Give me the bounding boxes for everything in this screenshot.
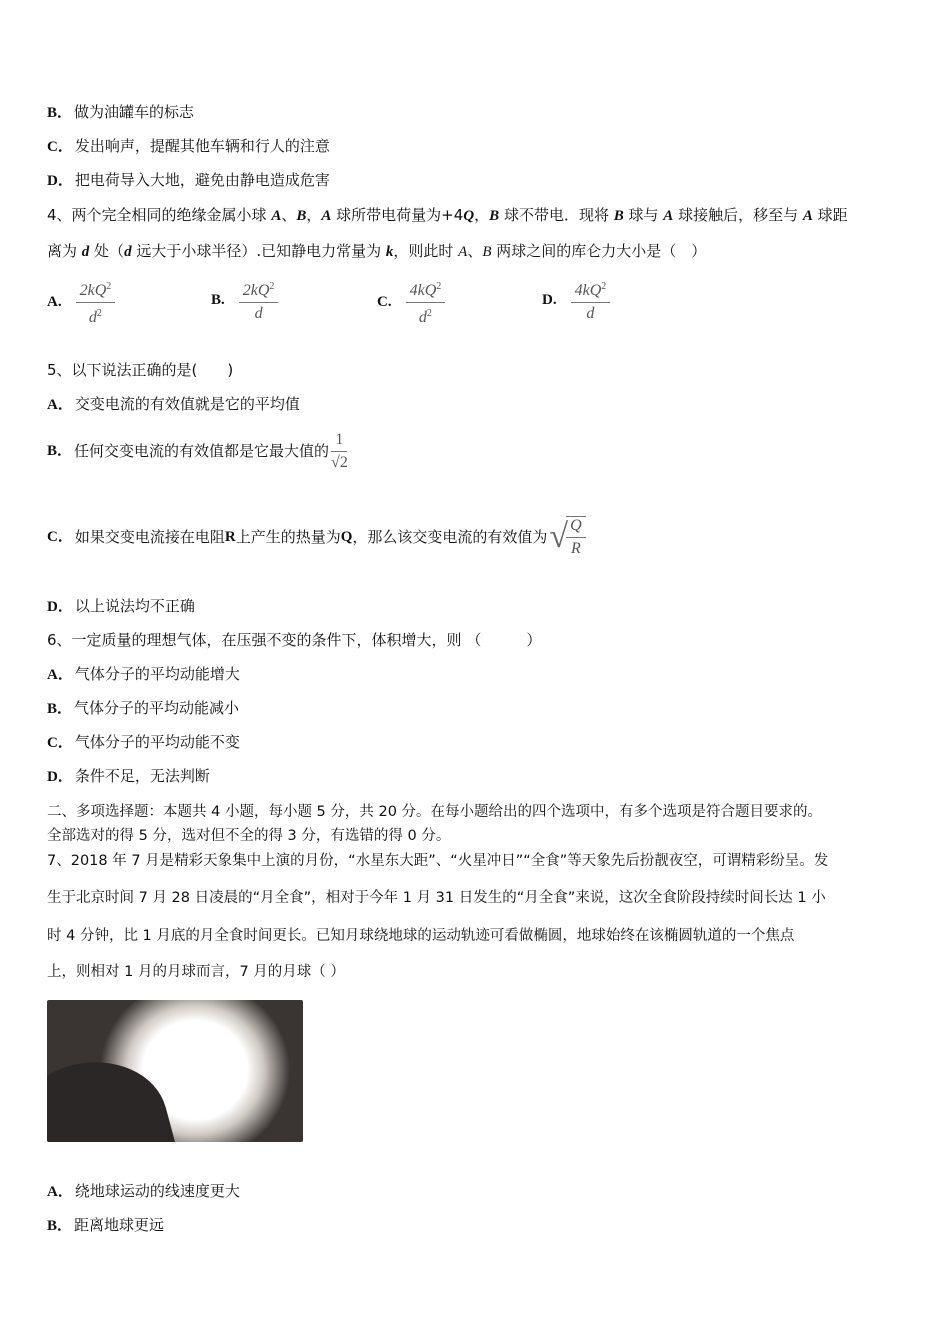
q6-option-a bbox=[47, 664, 240, 685]
exponent: 2 bbox=[426, 308, 432, 319]
var: R bbox=[224, 529, 236, 545]
exponent: 2 bbox=[436, 281, 442, 292]
q3-option-b bbox=[47, 102, 194, 123]
text: 远大于小球半径）.已知静电力常量为 bbox=[131, 242, 386, 260]
option-text: 做为油罐车的标志 bbox=[74, 103, 195, 121]
text: ，则此时 bbox=[393, 242, 459, 260]
fraction bbox=[571, 278, 611, 323]
option-text: 发出响声，提醒其他车辆和行人的注意 bbox=[74, 137, 330, 155]
question-stem: 5、以下说法正确的是( ) bbox=[47, 361, 234, 379]
option-text: 气体分子的平均动能增大 bbox=[74, 665, 240, 683]
option-label: B． bbox=[47, 1218, 73, 1234]
var: A bbox=[802, 208, 813, 224]
text: 两球之间的库仑力大小是（ ） bbox=[491, 242, 707, 260]
option-label: B. bbox=[211, 292, 225, 308]
option-text: 条件不足，无法判断 bbox=[74, 767, 210, 785]
text: 离为 bbox=[47, 242, 82, 260]
denominator: d bbox=[586, 305, 595, 322]
question-stem: 生于北京时间 7 月 28 日凌晨的“月全食”，相对于今年 1 月 31 日发生的“月全食”来说，这次全食阶段持续时间长达 1 小 bbox=[47, 890, 826, 906]
var: B bbox=[296, 208, 307, 224]
text: 球与 bbox=[623, 206, 664, 224]
var: A bbox=[663, 208, 674, 224]
numerator: 1 bbox=[331, 431, 347, 452]
var: A bbox=[271, 208, 282, 224]
section2-heading-line2 bbox=[47, 826, 450, 846]
option-text: 绕地球运动的线速度更大 bbox=[74, 1182, 240, 1200]
denominator: d bbox=[254, 305, 263, 322]
q4-option-d bbox=[542, 278, 610, 323]
denominator: √2 bbox=[331, 453, 348, 471]
question-stem: 时 4 分钟，比 1 月底的月全食时间更长。已知月球绕地球的运动轨迹可看做椭圆，地球始终在该椭圆轨道的一个焦点 bbox=[47, 928, 795, 944]
text: 球所带电荷量为+4 bbox=[331, 206, 464, 224]
option-label: A． bbox=[47, 667, 73, 683]
option-label: A． bbox=[47, 397, 73, 413]
section-heading: 二、多项选择题：本题共 4 小题，每小题 5 分，共 20 分。在每小题给出的四个选项中，有多个选项是符合题目要求的。 bbox=[47, 804, 823, 820]
question-stem: 6、一定质量的理想气体，在压强不变的条件下，体积增大，则 （ ） bbox=[47, 631, 542, 649]
option-text: 距离地球更远 bbox=[74, 1216, 165, 1234]
fraction bbox=[566, 516, 586, 558]
option-label: C． bbox=[47, 735, 73, 751]
exponent: 2 bbox=[96, 308, 102, 319]
q5-option-a bbox=[47, 394, 300, 415]
option-label: A. bbox=[47, 294, 62, 310]
var: Q bbox=[340, 529, 353, 545]
q7-stem-line4 bbox=[47, 962, 345, 982]
text: 处（ bbox=[89, 242, 125, 260]
var: B bbox=[489, 208, 500, 224]
q4-stem-line1 bbox=[47, 205, 848, 226]
exponent: 2 bbox=[106, 281, 112, 292]
option-text: 如果交变电流接在电阻 bbox=[74, 528, 225, 546]
numerator: 4kQ bbox=[409, 282, 437, 299]
var: B bbox=[613, 208, 624, 224]
var: A bbox=[321, 208, 332, 224]
var: B bbox=[482, 244, 492, 260]
q4-option-a bbox=[47, 278, 115, 327]
lunar-eclipse-image bbox=[47, 1000, 303, 1142]
text: 、 bbox=[281, 206, 297, 224]
section2-heading-line1 bbox=[47, 802, 822, 822]
sqrt-icon: √ bbox=[549, 518, 569, 555]
text: 球不带电．现将 bbox=[499, 206, 614, 224]
option-label: A． bbox=[47, 1184, 73, 1200]
q5-option-d bbox=[47, 596, 195, 617]
q4-option-b bbox=[211, 278, 278, 323]
denominator: d bbox=[418, 309, 427, 326]
question-stem: 7、2018 年 7 月是精彩天象集中上演的月份，“水星东大距”、“火星冲日”“全食”等天象先后扮靓夜空，可谓精彩纷呈。发 bbox=[47, 853, 829, 869]
exponent: 2 bbox=[601, 281, 607, 292]
q6-stem bbox=[47, 630, 541, 650]
text: 4、两个完全相同的绝缘金属小球 bbox=[47, 206, 272, 224]
option-text: 把电荷导入大地，避免由静电造成危害 bbox=[74, 171, 330, 189]
option-label: D. bbox=[542, 292, 557, 308]
q5-option-b bbox=[47, 428, 348, 474]
numerator: 4kQ bbox=[574, 282, 602, 299]
q4-option-c bbox=[377, 278, 445, 327]
q7-stem-line1 bbox=[47, 851, 828, 871]
q7-stem-line2 bbox=[47, 888, 826, 908]
fraction bbox=[406, 278, 446, 327]
option-text: ，那么该交变电流的有效值为 bbox=[352, 528, 548, 546]
option-label: C. bbox=[377, 294, 392, 310]
q3-option-c bbox=[47, 136, 330, 157]
option-text: 气体分子的平均动能减小 bbox=[74, 699, 240, 717]
var: k bbox=[385, 244, 394, 260]
q4-stem-line2 bbox=[47, 241, 706, 262]
option-label: D． bbox=[47, 599, 73, 615]
q6-option-c bbox=[47, 732, 240, 753]
section-heading: 全部选对的得 5 分，选对但不全的得 3 分，有选错的得 0 分。 bbox=[47, 828, 451, 844]
option-label: C． bbox=[47, 529, 73, 545]
text: ， bbox=[474, 206, 490, 224]
q3-option-d bbox=[47, 170, 330, 191]
text: ， bbox=[306, 206, 322, 224]
fraction bbox=[331, 431, 348, 472]
numerator: Q bbox=[566, 517, 586, 538]
fraction bbox=[76, 278, 116, 327]
text: 球接触后，移至与 bbox=[673, 206, 803, 224]
earth-shadow bbox=[47, 1045, 180, 1142]
option-label: D． bbox=[47, 173, 73, 189]
var: d bbox=[81, 244, 90, 260]
option-label: B． bbox=[47, 443, 73, 459]
text: 、 bbox=[467, 242, 483, 260]
numerator: 2kQ bbox=[242, 282, 270, 299]
question-stem: 上，则相对 1 月的月球而言，7 月的月球（ ） bbox=[47, 964, 345, 980]
var: d bbox=[124, 244, 132, 260]
denominator: R bbox=[570, 540, 581, 557]
q7-option-a bbox=[47, 1181, 240, 1202]
q7-option-b bbox=[47, 1215, 164, 1236]
option-text: 上产生的热量为 bbox=[235, 528, 341, 546]
fraction bbox=[239, 278, 279, 323]
var: Q bbox=[463, 208, 475, 224]
option-label: B． bbox=[47, 701, 73, 717]
option-label: D． bbox=[47, 769, 73, 785]
q6-option-d bbox=[47, 766, 210, 787]
var: A bbox=[458, 244, 468, 260]
numerator: 2kQ bbox=[79, 282, 107, 299]
option-text: 任何交变电流的有效值都是它最大值的 bbox=[74, 442, 330, 460]
text: 球距 bbox=[812, 206, 848, 224]
denominator: d bbox=[88, 309, 97, 326]
q6-option-b bbox=[47, 698, 239, 719]
option-label: B． bbox=[47, 105, 73, 121]
option-label: C． bbox=[47, 139, 73, 155]
option-text: 交变电流的有效值就是它的平均值 bbox=[74, 395, 300, 413]
option-text: 气体分子的平均动能不变 bbox=[74, 733, 240, 751]
q5-stem bbox=[47, 360, 233, 380]
exponent: 2 bbox=[269, 281, 275, 292]
option-text: 以上说法均不正确 bbox=[74, 597, 195, 615]
q7-stem-line3 bbox=[47, 926, 794, 946]
q5-option-c bbox=[47, 514, 586, 560]
